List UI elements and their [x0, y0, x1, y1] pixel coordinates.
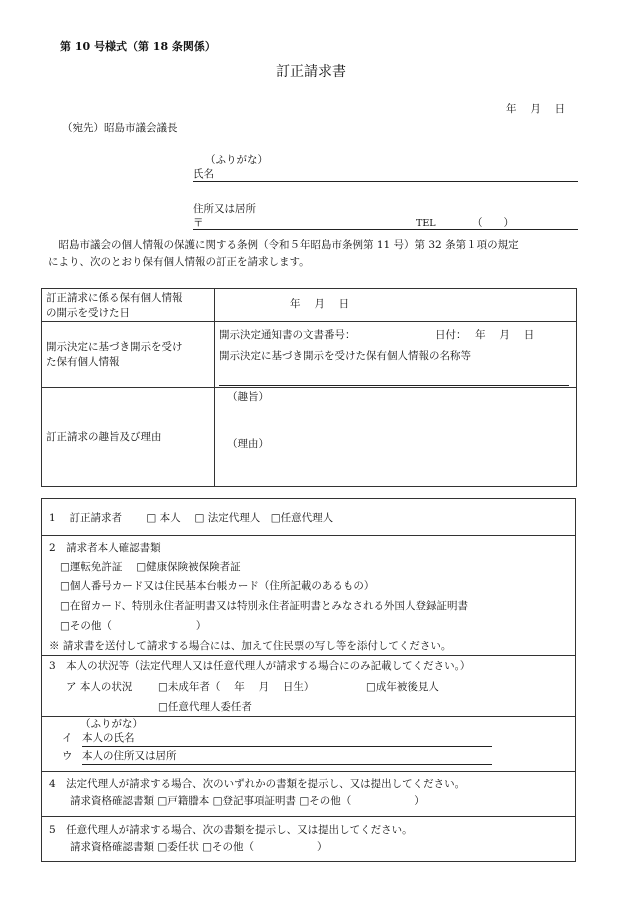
section-4-heading: 4 法定代理人が請求する場合、次のいずれかの書類を提示し、又は提出してください。 — [49, 778, 466, 790]
intro-line-2: により、次のとおり保有個人情報の訂正を請求します。 — [48, 256, 310, 268]
divider — [42, 816, 575, 817]
tel-label: TEL — [416, 218, 436, 229]
address-field[interactable] — [193, 229, 578, 230]
status-adult-ward-option[interactable]: □成年被後見人 — [366, 681, 439, 693]
tel-parens: （ ） — [472, 217, 514, 229]
principal-address-field[interactable] — [82, 764, 492, 765]
disclosed-info-label-cell — [42, 322, 215, 388]
status-minor-option[interactable]: □未成年者（ 年 月 日生） — [158, 681, 315, 693]
disclosure-date-label-cell — [42, 289, 215, 322]
notice-number-label: 開示決定通知書の文書番号： — [219, 329, 356, 341]
page-title: 訂正請求書 — [276, 64, 346, 80]
section-5-heading: 5 任意代理人が請求する場合、次の書類を提示し、又は提出してください。 — [49, 824, 413, 836]
disclosed-info-cell[interactable] — [215, 322, 577, 388]
disclosed-info-label-1: 開示決定に基づき開示を受け — [46, 341, 183, 353]
purpose-reason-label-cell — [42, 388, 215, 487]
reason-label: （理由） — [227, 438, 269, 450]
divider — [42, 535, 575, 536]
id-doc-option-1[interactable]: □運転免許証 □健康保険被保険者証 — [60, 561, 241, 573]
principal-address-marker: ウ — [62, 750, 73, 762]
section-2-heading: 2 請求者本人確認書類 — [49, 542, 161, 554]
name-label: 氏名 — [193, 168, 214, 180]
legal-rep-documents[interactable]: 請求資格確認書類 □戸籍謄本 □登記事項証明書 □その他（ ） — [70, 795, 425, 807]
furigana-label: （ふりがな） — [205, 154, 268, 166]
principal-name-field[interactable] — [82, 746, 492, 747]
divider — [42, 655, 575, 656]
disclosed-info-name-label: 開示決定に基づき開示を受けた保有個人情報の名称等 — [219, 350, 471, 362]
submission-date[interactable]: 年 月 日 — [506, 103, 566, 115]
status-a-label: ア 本人の状況 — [66, 681, 133, 693]
postal-mark: 〒 — [193, 217, 204, 229]
disclosure-date-label-1: 訂正請求に係る保有個人情報 — [46, 292, 183, 304]
requester-status-box — [41, 498, 576, 862]
purpose-reason-cell[interactable] — [215, 388, 577, 487]
section-1-requester-type[interactable]: 1 訂正請求者 □ 本人 □ 法定代理人 □任意代理人 — [49, 512, 334, 524]
address-label: 住所又は居所 — [193, 203, 256, 215]
section-2-note: ※ 請求書を送付して請求する場合には、加えて住民票の写し等を添付してください。 — [49, 640, 452, 652]
principal-name-label: 本人の氏名 — [82, 732, 135, 744]
disclosure-date-label-2: の開示を受けた日 — [46, 307, 130, 319]
disclosure-date-value[interactable]: 年 月 日 — [290, 298, 350, 310]
principal-furigana-label: （ふりがな） — [80, 718, 143, 730]
id-doc-option-2[interactable]: □個人番号カード又は住民基本台帳カード（住所記載のあるもの） — [60, 580, 375, 592]
agent-documents[interactable]: 請求資格確認書類 □委任状 □その他（ ） — [70, 841, 328, 853]
id-doc-option-4[interactable]: □その他（ ） — [60, 620, 207, 632]
disclosed-info-label-2: た保有個人情報 — [46, 356, 120, 368]
name-field[interactable] — [193, 181, 578, 182]
section-3-heading: 3 本人の状況等（法定代理人又は任意代理人が請求する場合にのみ記載してください。） — [49, 660, 471, 672]
purpose-label: （趣旨） — [227, 391, 269, 403]
addressee: （宛先）昭島市議会議長 — [62, 122, 178, 134]
correction-details-table — [41, 288, 577, 487]
disclosed-info-name-field[interactable] — [219, 385, 569, 386]
form-number: 第 10 号様式（第 18 条関係） — [60, 40, 216, 53]
divider — [42, 771, 575, 772]
purpose-reason-label: 訂正請求の趣旨及び理由 — [46, 431, 162, 443]
intro-line-1: 昭島市議会の個人情報の保護に関する条例（令和５年昭島市条例第 11 号）第 32 条第１項の規定 — [48, 239, 519, 251]
divider — [42, 716, 575, 717]
id-doc-option-3[interactable]: □在留カード、特別永住者証明書又は特別永住者証明書とみなされる外国人登録証明書 — [60, 600, 468, 612]
principal-address-label: 本人の住所又は居所 — [82, 750, 177, 762]
status-agent-option[interactable]: □任意代理人委任者 — [158, 701, 252, 713]
notice-date-label: 日付： 年 月 日 — [435, 329, 535, 341]
principal-name-marker: イ — [62, 732, 73, 744]
disclosure-date-cell[interactable] — [215, 289, 577, 322]
